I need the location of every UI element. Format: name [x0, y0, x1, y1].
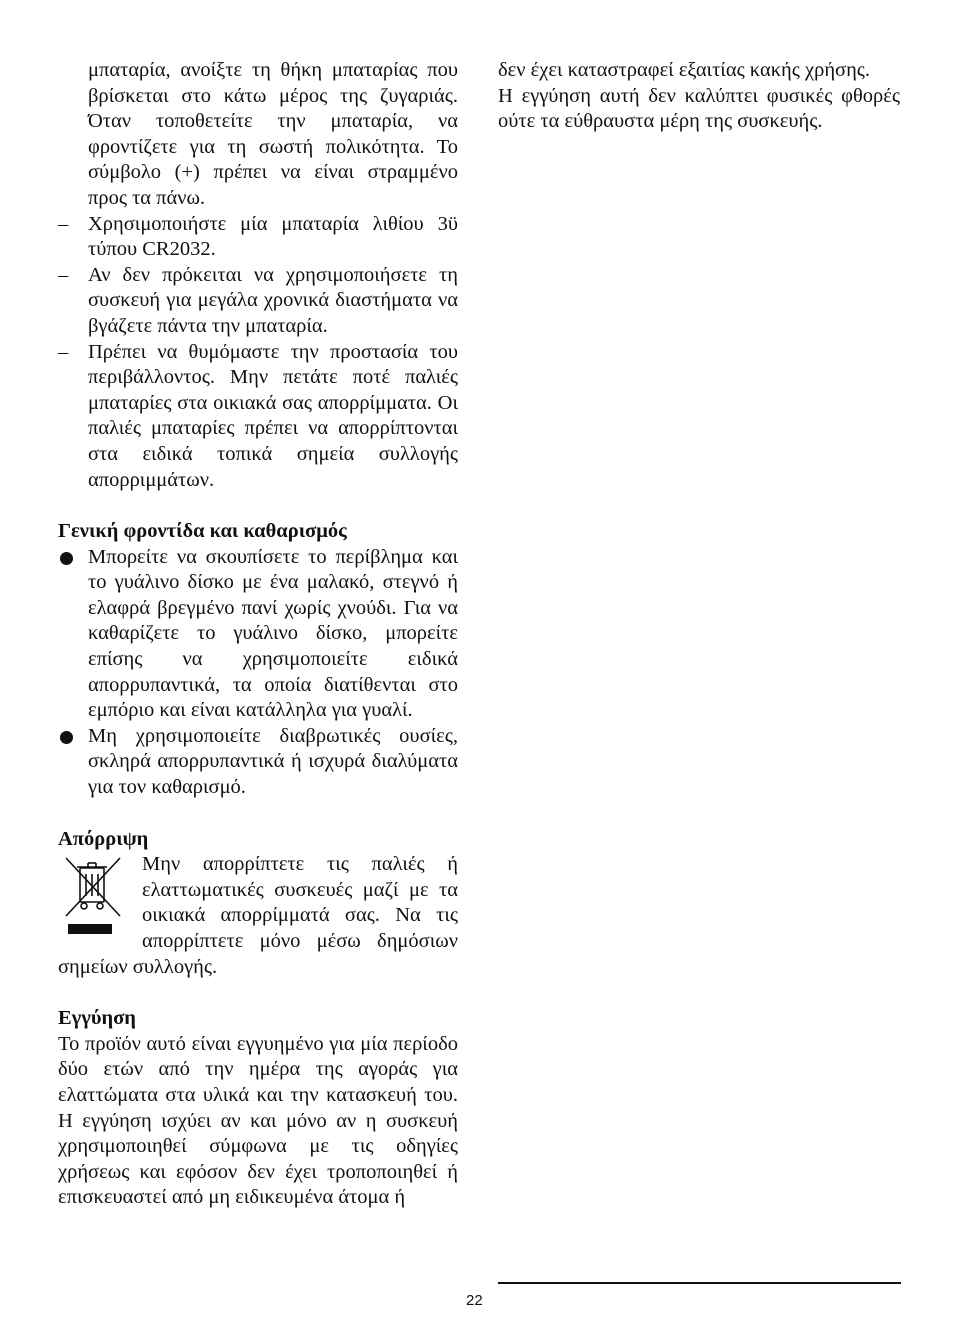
dash-marker: – [58, 212, 69, 235]
crossed-out-wheelie-bin-icon [58, 854, 130, 944]
list-item-text: Μπορείτε να σκουπίσετε το περίβλημα και το γυάλινο δίσκο με ένα μαλακό, στεγνό ή ελαφρά βρεγμένο πανί χωρίς χνούδι. Για να καθαρίζετε το γυάλινο δίσκο, μπορείτε επίσης να χρησιμοποιείτε ειδικά απορρυπαντικά, τα οποία διατίθενται στο εμπόριο και είναι κατάλληλα για γυαλί. [88, 545, 458, 722]
list-item-text: Χρησιμοποιήστε μία μπαταρία λιθίου 3ϋ τύπου CR2032. [88, 212, 458, 261]
left-column [58, 58, 458, 1211]
disposal-heading: Απόρριψη [58, 827, 149, 850]
dash-marker: – [58, 263, 69, 286]
list-item-text: Μη χρησιμοποιείτε διαβρωτικές ουσίες, σκληρά απορρυπαντικά ή ισχυρά διαλύματα για τον καθαρισμό. [88, 724, 458, 799]
warranty-heading: Εγγύηση [58, 1007, 136, 1030]
bullet-icon [60, 552, 73, 565]
list-item [58, 263, 458, 340]
battery-paragraph: μπαταρία, ανοίξτε τη θήκη μπαταρίας που βρίσκεται στο κάτω μέρος της ζυγαριάς. Όταν τοποθετείτε την μπαταρία, να φροντίζετε για τη σωστή πολικότητα. Το σύμβολο (+) πρέπει να είναι στραμμένο προς τα πάνω. [88, 59, 458, 209]
list-item [58, 724, 458, 801]
list-item [58, 340, 458, 494]
dash-marker: – [58, 340, 69, 363]
list-item-text: Πρέπει να θυμόμαστε την προστασία του περιβάλλοντος. Μην πετάτε ποτέ παλιές μπαταρίες στα οικιακά σας απορρίμματα. Οι παλιές μπαταρίες πρέπει να απορρίπτονται στα ειδικά τοπικά σημεία συλλογής απορριμμάτων. [88, 340, 458, 491]
page-number: 22 [466, 1292, 483, 1309]
right-column [498, 58, 900, 135]
footer-rule [498, 1282, 901, 1284]
disposal-text: Μην απορρίπτετε τις παλιές ή ελαττωματικές συσκευές μαζί με τα οικιακά απορρίμματά σας. Να τις απορρίπτετε μόνο μέσω δημόσιων σημείων συλλογής. [58, 853, 458, 978]
bin-underline-bar [68, 924, 112, 934]
list-item [58, 545, 458, 724]
warranty-continued-text: δεν έχει καταστραφεί εξαιτίας κακής χρήσης. [498, 59, 871, 81]
list-item-text: Αν δεν πρόκειται να χρησιμοποιήσετε τη συσκευή για μεγάλα χρονικά διαστήματα να βγάζετε πάντα την μπαταρία. [88, 263, 458, 337]
care-heading: Γενική φροντίδα και καθαρισμός [58, 520, 347, 543]
bullet-icon [60, 731, 73, 744]
disposal-section [58, 852, 458, 980]
list-item [58, 212, 458, 263]
warranty-exclusion-text: Η εγγύηση αυτή δεν καλύπτει φυσικές φθορές ούτε τα εύθραυστα μέρη της συσκευής. [498, 84, 900, 133]
warranty-text: Το προϊόν αυτό είναι εγγυημένο για μία περίοδο δύο ετών από την ημέρα της αγοράς για ελαττώματα στα υλικά και την κατασκευή του. Η εγγύηση ισχύει αν και μόνο αν η συσκευή χρησιμοποιηθεί σύμφωνα με τις οδηγίες χρήσεως και εφόσον δεν έχει τροποποιηθεί ή επισκευαστεί από μη ειδικευμένα άτομα ή [58, 1032, 458, 1209]
